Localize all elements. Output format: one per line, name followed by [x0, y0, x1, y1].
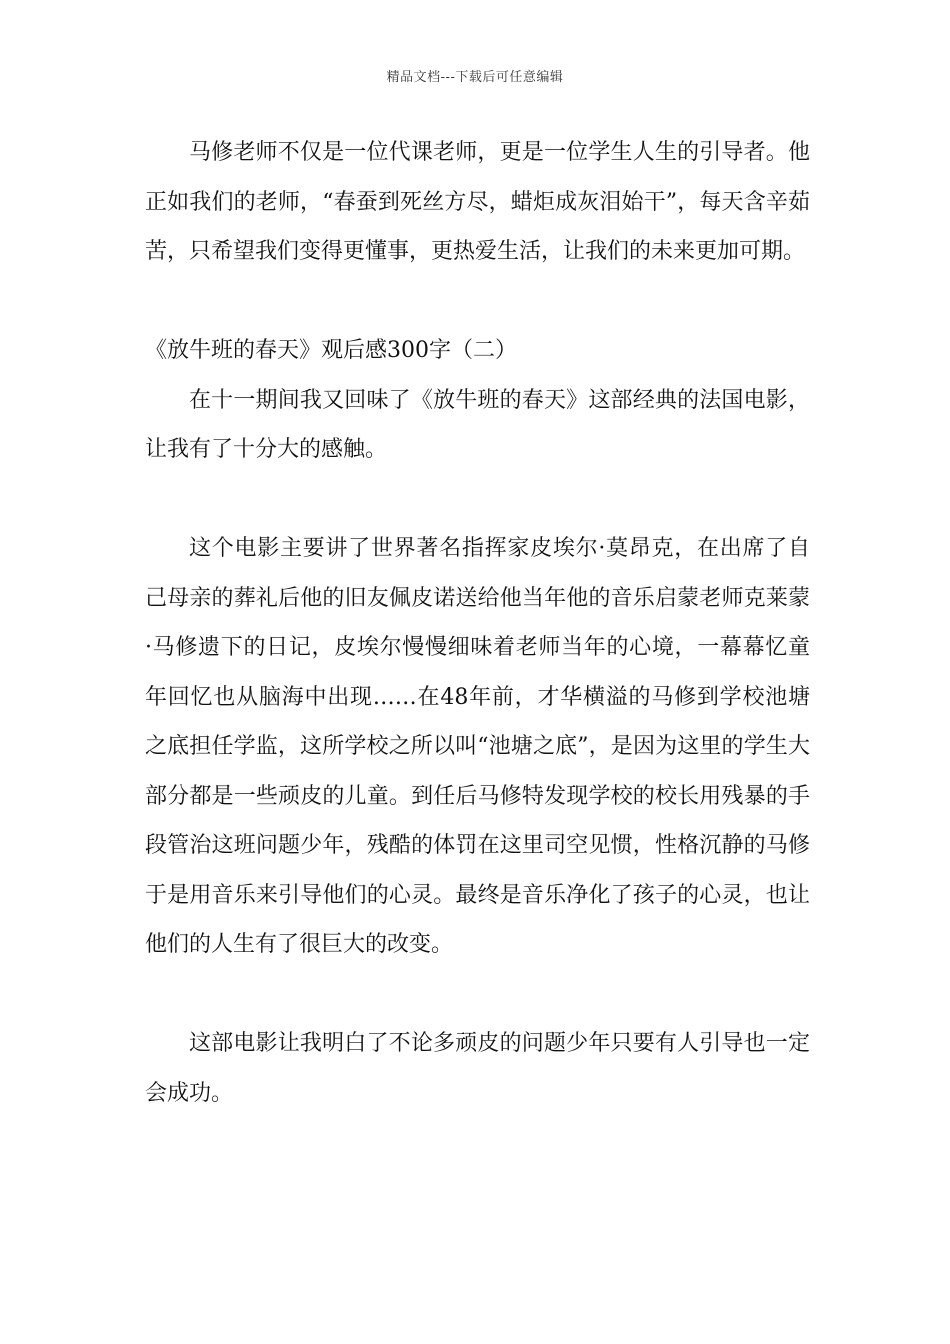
paragraph-teacher-guide: 马修老师不仅是一位代课老师，更是一位学生人生的引导者。他正如我们的老师，“春蚕到死丝方尽，蜡炬成灰泪始干”，每天含辛茹苦，只希望我们变得更懂事，更热爱生活，让我们的未来更加可期。: [145, 140, 810, 264]
page-header: 精品文档---下载后可任意编辑: [386, 70, 564, 85]
paragraph-gap: [145, 475, 810, 525]
paragraph-gap: [145, 970, 810, 1020]
paragraph-conclusion: 这部电影让我明白了不论多顽皮的问题少年只要有人引导也一定会成功。: [145, 1031, 810, 1106]
paragraph-plot: 这个电影主要讲了世界著名指挥家皮埃尔·莫昂克，在出席了自己母亲的葬礼后他的旧友佩皮诺送给他当年他的音乐启蒙老师克莱蒙·马修遗下的日记，皮埃尔慢慢细味着老师当年的心境，一幕幕忆童年回忆也从脑海中出现……在48年前，才华横溢的马修到学校池塘之底担任学监，这所学校之所以叫“池塘之底”，是因为这里的学生大部分都是一些顽皮的儿童。到任后马修特发现学校的校长用残暴的手段管治这班问题少年，残酷的体罚在这里司空见惯，性格沉静的马修于是用音乐来引导他们的心灵。最终是音乐净化了孩子的心灵，也让他们的人生有了很巨大的改变。: [145, 536, 810, 957]
document-body: [145, 128, 810, 1118]
section-heading: 《放牛班的春天》观后感300字（二）: [145, 338, 517, 363]
paragraph-gap: [145, 277, 810, 327]
paragraph-intro: 在十一期间我又回味了《放牛班的春天》这部经典的法国电影，让我有了十分大的感触。: [145, 387, 810, 462]
